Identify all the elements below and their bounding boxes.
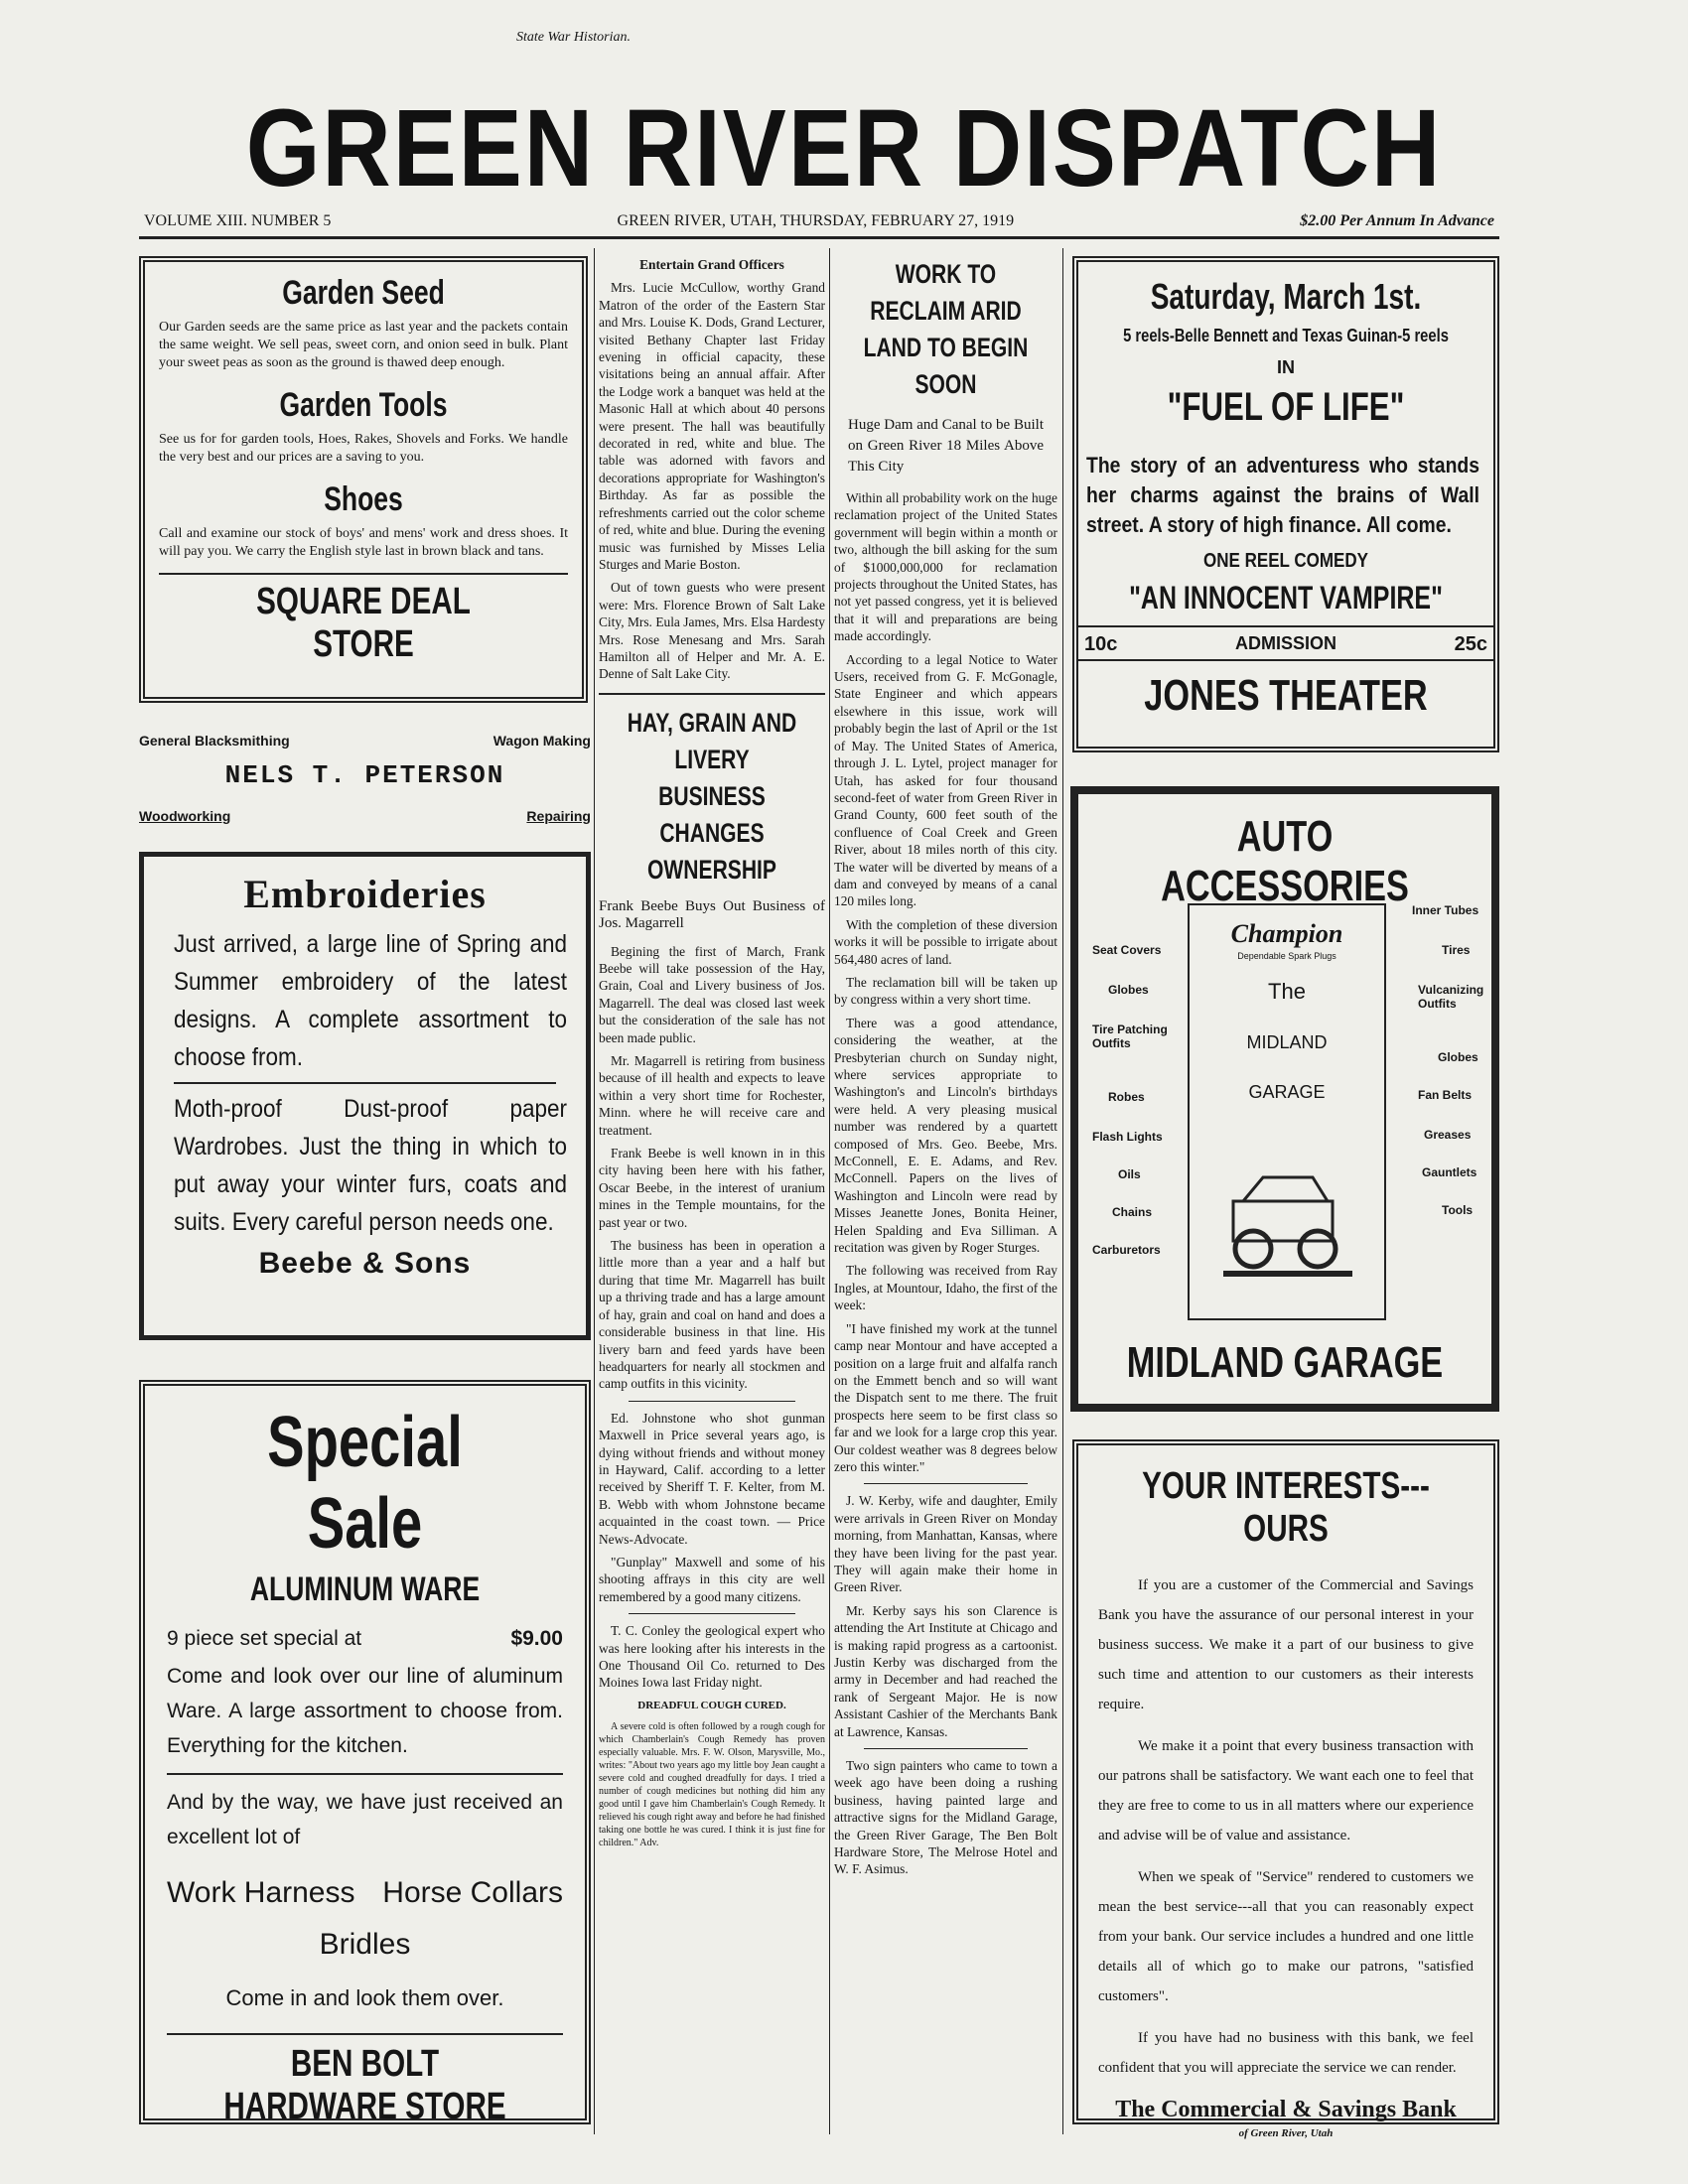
ingles-intro: The following was received from Ray Ingles, at Mountour, Idaho, the first of the week:: [834, 1263, 1057, 1313]
auto-left-item: Robes: [1108, 1090, 1145, 1104]
garden-tools-text: See us for for garden tools, Hoes, Rakes, Shovels and Forks. We handle the very best and our prices are a saving to you.: [159, 432, 568, 465]
auto-right-item: Tires: [1442, 943, 1471, 957]
reclaim-text-3: With the completion of these diversion works it will be possible to irrigate about 564,480 acres of land.: [834, 916, 1057, 967]
cough-text: A severe cold is often followed by a rough cough for which Chamberlain's Cough Remedy has proven especially valuable. Mrs. F. W. Olson, Marysville, Mo., writes: "About two years ago my little boy Jean caught a severe cold and coughed dreadfully for days. I tried a number of cough medicines but nothing did him any good until I gave him Chamberlain's Cough Remedy. It relieved his cough right away and before he had finished taking one bottle he was cured. I think it is just fine for children." Adv.: [599, 1721, 825, 1849]
dateline: [144, 212, 1494, 230]
embroideries-text-1: Just arrived, a large line of Spring and Summer embroidery of the latest designs. A complete assortment to choose from.: [174, 930, 567, 1071]
reclaim-deck: Huge Dam and Canal to be Built on Green River 18 Miles Above This City: [848, 417, 1044, 475]
repairing-label: Repairing: [526, 808, 591, 824]
news-column-2: [834, 256, 1057, 2142]
midland-word: MIDLAND: [1246, 1032, 1328, 1052]
aluminum-text: Come and look over our line of aluminum Ware. A large assortment to choose from. Everything for the kitchen.: [167, 1665, 563, 1757]
theater-in: IN: [1277, 357, 1295, 377]
embroideries-text-2: Moth-proof Dust-proof paper Wardrobes. Just the thing in which to put away your winter furs, coats and suits. Every careful person needs one.: [174, 1095, 567, 1236]
bank-text-1: If you are a customer of the Commercial and Savings Bank you have the assurance of our personal interest in your business success. We make it a part of our business to give such time and attention to our customers as their interests require.: [1098, 1577, 1474, 1712]
column-1-divider-3: [629, 1613, 795, 1614]
hardware-store-name: BEN BOLT HARDWARE STORE: [223, 2043, 506, 2127]
column-2-divider: [864, 1483, 1028, 1484]
conley-text: T. C. Conley the geological expert who was here looking after his interests in the One Thousand Oil Co. returned to Des Moines Iowa last Friday night.: [599, 1623, 825, 1691]
midland-garage-name: MIDLAND GARAGE: [1126, 1338, 1444, 1387]
reclaim-text-2: According to a legal Notice to Water Users, received from G. F. McGonagle, State Engineer and which appears elsewhere in this issue, work will probably begin the last of April or the 1st of May. The United States of America, through J. L. Lytel, project manager for Utah, has asked for four thousand second-feet of water from Green River in Grand County, 600 feet south of the confluence of Coal Creek and Green River, about 18 miles north of this city. The water will be diverted by means of a dam and conveyed by means of a canal 120 miles long.: [834, 651, 1057, 909]
wagon-making-label: Wagon Making: [492, 733, 591, 749]
square-deal-store-name: SQUARE DEAL STORE: [256, 581, 471, 665]
ingles-letter: "I have finished my work at the tunnel camp near Montour and have accepted a position on a large fruit and alfalfa ranch on the Emmett bench and so will want the Dispatch sent to me there. The fruit prospects here seem to be first class so far and we look for a large crop this year. Our coldest weather was 8 degrees below zero this winter.": [834, 1320, 1057, 1474]
auto-accessories-title: AUTO ACCESSORIES: [1161, 812, 1409, 910]
work-harness-item: Work Harness: [167, 1876, 355, 1909]
offer-label: 9 piece set special at: [167, 1627, 362, 1650]
bank-place: of Green River, Utah: [1238, 2127, 1334, 2139]
woodworking-label: Woodworking: [139, 808, 231, 824]
price-right: 25c: [1454, 633, 1487, 655]
special-sale-title: Special Sale: [267, 1403, 463, 1564]
auto-right-item: Greases: [1424, 1128, 1472, 1142]
reclaim-text-1: Within all probability work on the huge reclamation project of the United States government will begin within a month or two, although the bill asking for the sum of $1000,000,000 for reclamation projects throughout the United States, has not yet passed congress, yet it is believed that it will and preparations are being made accordingly.: [834, 490, 1057, 644]
jones-theater-ad: [1072, 256, 1499, 752]
offer-price: $9.00: [510, 1627, 563, 1650]
historian-stamp: State War Historian.: [516, 30, 631, 45]
maxwell-text: "Gunplay" Maxwell and some of his shooting affrays in this city are well remembered by a good many citizens.: [599, 1554, 825, 1604]
hardware-ad: [139, 1380, 591, 2127]
theater-reels: 5 reels-Belle Bennett and Texas Guinan-5 reels: [1123, 326, 1449, 345]
aluminum-ware-subtitle: ALUMINUM WARE: [249, 1570, 481, 1608]
shoes-text: Call and examine our stock of boys' and mens' work and dress shoes. It will pay you. We carry the English style last in brown black and tans.: [159, 526, 568, 559]
johnstone-text: Ed. Johnstone who shot gunman Maxwell in Price several years ago, is dying without friends and without money in Hayward, Calif. according to a letter received by Sheriff T. F. Kelter, from M. B. Webb with whom Johnstone became acquainted in the coast town. — Price News-Advocate.: [599, 1410, 825, 1547]
auto-right-item: Vulcanizing Outfits: [1418, 983, 1484, 1011]
auto-left-item: Tire Patching Outfits: [1092, 1023, 1168, 1050]
automobile-icon: [1213, 1171, 1362, 1281]
bank-title: YOUR INTERESTS---OURS: [1142, 1465, 1430, 1550]
square-deal-divider: [159, 573, 568, 575]
reclaim-headline: WORK TO RECLAIM ARID LAND TO BEGIN SOON: [863, 259, 1029, 399]
hay-grain-text-1: Begining the first of March, Frank Beebe will take possession of the Hay, Grain, Coal and Livery business of Jos. Magarrell. The deal was closed last week but the consideration of the sale has not been made public.: [599, 943, 825, 1045]
embroideries-divider: [174, 1082, 556, 1084]
grand-officers-text-2: Out of town guests who were present were: Mrs. Florence Brown of Salt Lake City, Mrs. Eula James, Mrs. Elsa Hardesty Mrs. Rose Menesang and Mrs. Sarah Hamilton all of Helper and Mr. A. E. Denne of Salt Lake City.: [599, 580, 825, 682]
auto-right-item: Gauntlets: [1422, 1165, 1477, 1179]
champion-brand: Champion: [1230, 919, 1343, 948]
cough-heading: DREADFUL COUGH CURED.: [637, 1699, 786, 1711]
auto-center-panel: [1188, 903, 1386, 1320]
harness-row: [167, 1876, 563, 1910]
subscription-price: $2.00 Per Annum In Advance: [1300, 212, 1494, 229]
theater-name: JONES THEATER: [1144, 671, 1428, 720]
church-text: There was a good attendance, considering the weather, at the Presbyterian church on Sunday night, where services appropriate to Washington's and Lincoln's birthdays were held. A very pleasing musical number was rendered by a quartett composed of Mrs. Geo. Beebe, Mrs. McConnell, E. E. Adams, and Rev. McConnell. Papers on the lives of Washington and Lincoln were read by Misses Jeanette Jones, Bonita Heiner, Helen Spalding and Eva Silliman. A recitation was given by Roger Sturges.: [834, 1015, 1057, 1256]
auto-left-item: Flash Lights: [1092, 1130, 1163, 1144]
theater-divider: [1078, 625, 1493, 627]
sign-painters-text: Two sign painters who came to town a week ago have been doing a rushing business, having painted large and attractive signs for the Midland Garage, the Green River Garage, The Ben Bolt Hardware Store, The Melrose Hotel and W. F. Asimus.: [834, 1758, 1057, 1877]
champion-sub: Dependable Spark Plugs: [1237, 951, 1336, 961]
film-description: The story of an adventuress who stands her charms against the brains of Wall street. A story of high finance. All come.: [1086, 453, 1479, 537]
auto-left-item: Chains: [1112, 1205, 1153, 1219]
bank-ad: [1072, 1439, 1499, 2139]
grand-officers-text-1: Mrs. Lucie McCullow, worthy Grand Matron of the order of the Eastern Star and Mrs. Louise K. Dods, Grand Lecturer, visited Bethany Chapter last Friday evening in official capacity, these visitations being an annual affair. After the Lodge work a banquet was held at the Masonic Hall at which about 40 persons were present. The hall was beautifully decorated in red, white and blue. The table was adorned with favors and decorations appropriate for Washington's Birthday. As far as possible the refreshments carried out the color scheme of red, white and blue. During the evening music was furnished by Misses Lelia Sturges and Marie Boston.: [599, 280, 825, 572]
admission-label: ADMISSION: [1234, 633, 1336, 653]
bank-text-3: When we speak of "Service" rendered to customers we mean the best service---all that you can reasonably expect from your bank. Our service includes a hundred and one little details all of which go to make our patrons, "satisfied customers".: [1098, 1869, 1474, 2004]
comedy-title: "AN INNOCENT VAMPIRE": [1129, 580, 1443, 615]
hay-grain-deck: Frank Beebe Buys Out Business of Jos. Magarrell: [599, 897, 825, 932]
auto-right-item: Globes: [1438, 1050, 1478, 1064]
offer-row: [167, 1627, 563, 1651]
masthead-rule: [139, 236, 1499, 239]
embroideries-ad: [139, 852, 591, 1340]
kerby-text-1: J. W. Kerby, wife and daughter, Emily were arrivals in Green River on Monday morning, from Manhattan, Kansas, where they have been living for the past year. They will again make their home in Green River.: [834, 1493, 1057, 1595]
blacksmithing-label: General Blacksmithing: [139, 733, 290, 749]
hardware-divider: [167, 1773, 563, 1775]
bridles-item: Bridles: [319, 1928, 411, 1961]
hay-grain-headline: HAY, GRAIN AND LIVERY BUSINESS CHANGES OWNERSHIP: [627, 707, 797, 885]
grand-officers-heading: Entertain Grand Officers: [639, 257, 784, 272]
auto-left-item: Carburetors: [1092, 1243, 1161, 1257]
horse-collars-item: Horse Collars: [382, 1876, 563, 1909]
column-2-divider-2: [864, 1748, 1028, 1749]
bank-text-4: If you have had no business with this bank, we feel confident that you will appreciate the service we can render.: [1098, 2030, 1474, 2076]
beebe-sons-name: Beebe & Sons: [258, 1247, 472, 1280]
price-left: 10c: [1084, 633, 1118, 655]
column-rule-2: [829, 248, 830, 2134]
auto-right-item: Tools: [1442, 1203, 1474, 1217]
auto-right-item: Inner Tubes: [1412, 903, 1479, 917]
reclaim-text-4: The reclamation bill will be taken up by congress within a very short time.: [834, 974, 1057, 1008]
garage-word: GARAGE: [1248, 1082, 1326, 1102]
square-deal-ad: [139, 256, 588, 703]
film-title: "FUEL OF LIFE": [1167, 385, 1405, 429]
hay-grain-text-2: Mr. Magarrell is retiring from business because of ill health and expects to leave within a very short time for Rochester, Minn. where he will receive care and treatment.: [599, 1053, 825, 1138]
theater-date: Saturday, March 1st.: [1150, 276, 1422, 317]
hay-grain-text-4: The business has been in operation a little more than a year and a half but during that time Mr. Magarrell has built up a thriving trade and has a large amount of hay, grain and coal on hand and does a considerable business in that line. His livery barn and feed yards have been headquarters for nearly all stockmen and camp outfits in this vicinity.: [599, 1238, 825, 1392]
volume-number: VOLUME XIII. NUMBER 5: [144, 212, 332, 229]
garden-seed-heading: Garden Seed: [282, 274, 445, 312]
embroideries-title: Embroideries: [243, 872, 487, 916]
auto-left-item: Globes: [1108, 983, 1149, 997]
kerby-text-2: Mr. Kerby says his son Clarence is attending the Art Institute at Chicago and is making rapid progress as a cartoonist. Justin Kerby was discharged from the army in December and had reached the rank of Sergeant Major. He is now Assistant Cashier of the Merchants Bank at Lawrence, Kansas.: [834, 1602, 1057, 1739]
theater-divider-2: [1078, 659, 1493, 661]
shoes-heading: Shoes: [324, 480, 403, 518]
midland-the: The: [1268, 979, 1306, 1004]
bank-name: The Commercial & Savings Bank: [1115, 2097, 1457, 2122]
garden-seed-text: Our Garden seeds are the same price as last year and the packets contain the same weight. We sell peas, sweet corn, and onion seed in bulk. Plant your sweet peas as soon as the ground is thawed deep enough.: [159, 320, 568, 370]
place-date: GREEN RIVER, UTAH, THURSDAY, FEBRUARY 27, 1919: [617, 212, 1015, 229]
harness-intro: And by the way, we have just received an excellent lot of: [167, 1791, 563, 1848]
comedy-label: ONE REEL COMEDY: [1203, 550, 1368, 572]
column-1-divider-2: [629, 1401, 795, 1402]
bank-text-2: We make it a point that every business transaction with our patrons shall be satisfactory. We want each one to feel that they are free to come to us in all matters where our experience and advise will be of value and assistance.: [1098, 1738, 1474, 1843]
news-column-1: [599, 256, 825, 2142]
peterson-name: NELS T. PETERSON: [224, 760, 505, 790]
midland-garage-ad: [1070, 786, 1499, 1412]
column-rule-1: [594, 248, 595, 2134]
auto-left-item: Seat Covers: [1092, 943, 1162, 957]
column-rule-3: [1062, 248, 1063, 2134]
garden-tools-heading: Garden Tools: [279, 386, 448, 424]
come-in-text: Come in and look them over.: [225, 1985, 504, 2010]
masthead-title: GREEN RIVER DISPATCH: [245, 86, 1443, 209]
peterson-ad: [139, 733, 591, 832]
hay-grain-text-3: Frank Beebe is well known in in this city having been here with his father, Oscar Beebe, in the interest of uranium mines in the Temple mountains, for the past year or two.: [599, 1146, 825, 1230]
column-1-divider: [599, 693, 825, 695]
auto-left-item: Oils: [1118, 1167, 1141, 1181]
auto-right-item: Fan Belts: [1418, 1088, 1473, 1102]
hardware-bottom-divider: [167, 2033, 563, 2035]
